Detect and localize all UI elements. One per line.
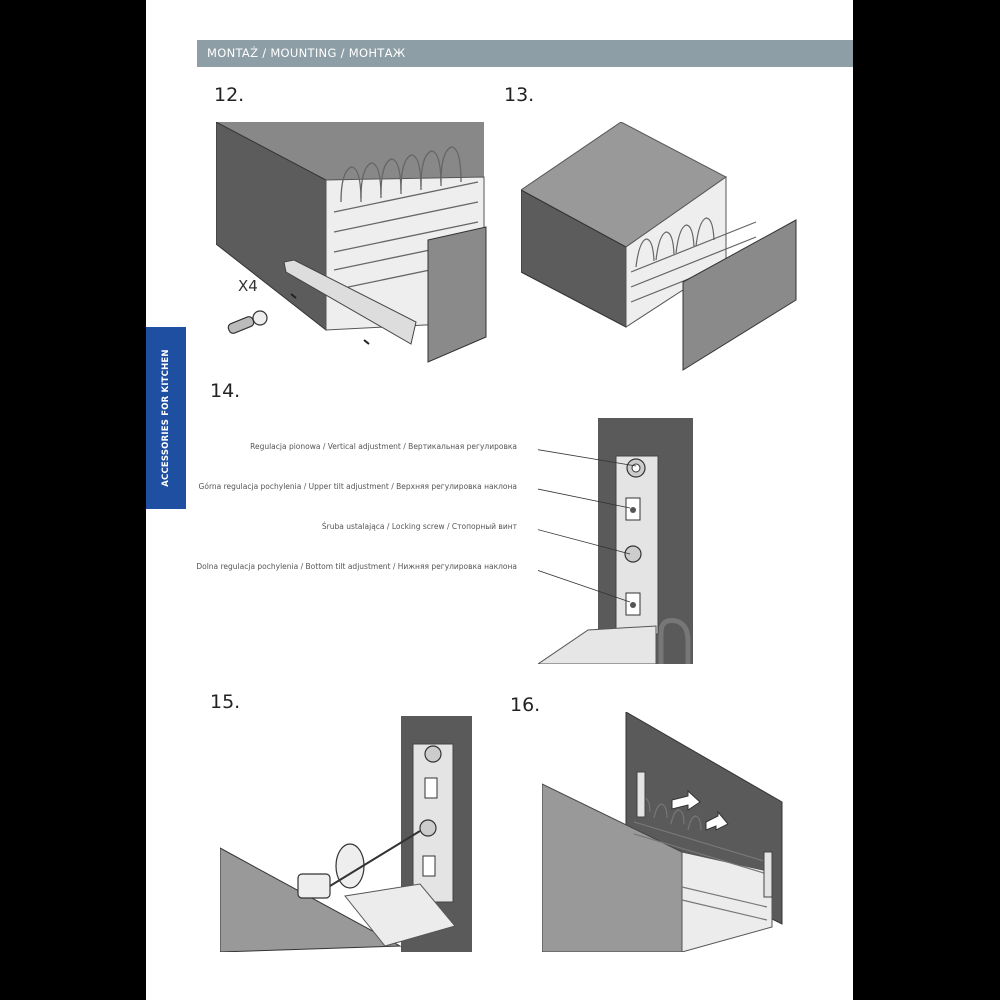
figure-step-13: [521, 122, 801, 372]
quantity-label: X4: [238, 277, 258, 295]
figure-step-14: [538, 418, 693, 664]
side-tab-label: ACCESSORIES FOR KITCHEN: [161, 349, 171, 487]
step-number-14: 14.: [210, 380, 241, 402]
locking-screw-label: Śruba ustalająca / Locking screw / Стопорный винт: [321, 522, 517, 531]
figure-step-16: [542, 712, 784, 952]
step-number-12: 12.: [214, 84, 245, 106]
side-tab: [146, 327, 186, 509]
figure-step-15: [220, 716, 472, 952]
upper-tilt-adjustment-label: Górna regulacja pochylenia / Upper tilt adjustment / Верхняя регулировка наклона: [198, 482, 517, 491]
step-number-13: 13.: [504, 84, 535, 106]
instruction-page: [146, 0, 853, 1000]
step-number-16: 16.: [510, 694, 541, 716]
step-number-15: 15.: [210, 691, 241, 713]
figure-step-12: [216, 122, 491, 367]
vertical-adjustment-label: Regulacja pionowa / Vertical adjustment / Вертикальная регулировка: [250, 442, 517, 451]
header-title: MONTAŻ / MOUNTING / МОНТАЖ: [207, 46, 406, 60]
bottom-tilt-adjustment-label: Dolna regulacja pochylenia / Bottom tilt adjustment / Нижняя регулировка наклона: [196, 562, 517, 571]
header-bar: [197, 40, 853, 67]
